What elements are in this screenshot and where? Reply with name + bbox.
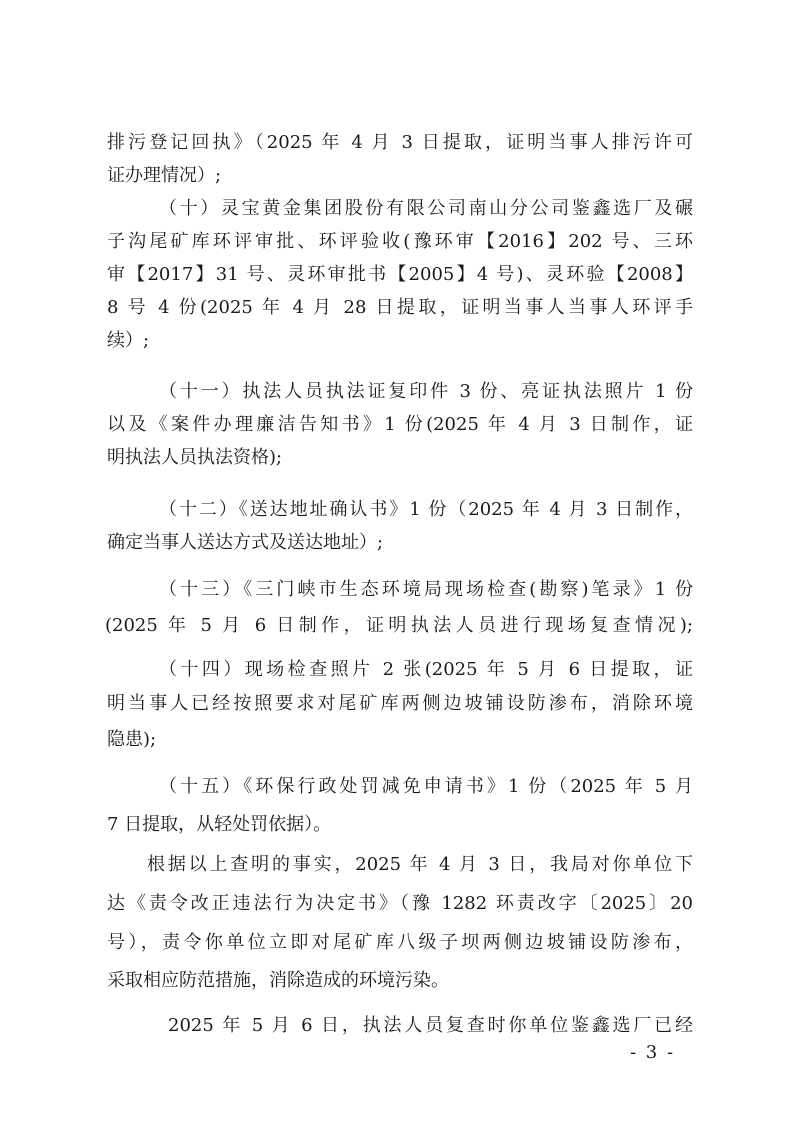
body-line: （十五）《环保行政处罚减免申请书》1 份（2025 年 5 月	[159, 776, 693, 797]
body-line: 号），责令你单位立即对尾矿库八级子坝两侧边坡铺设防渗布，	[107, 932, 693, 953]
page-number: - 3 -	[630, 1042, 676, 1063]
body-line: 根据以上查明的事实，2025 年 4 月 3 日，我局对你单位下	[147, 854, 693, 875]
body-line: 以及《案件办理廉洁告知书》1 份(2025 年 4 月 3 日制作，证	[107, 414, 693, 435]
body-line: (2025 年 5 月 6 日制作，证明执法人员进行现场复查情况);	[105, 615, 693, 636]
body-line: 2025 年 5 月 6 日，执法人员复查时你单位鉴鑫选厂已经	[168, 1015, 693, 1036]
body-line: （十二）《送达地址确认书》1 份（2025 年 4 月 3 日制作，	[159, 499, 693, 520]
body-line: （十一）执法人员执法证复印件 3 份、亮证执法照片 1 份	[159, 381, 693, 402]
body-line: 隐患);	[107, 729, 157, 750]
body-line: （十四）现场检查照片 2 张(2025 年 5 月 6 日提取，证	[159, 659, 693, 680]
body-line: 确定当事人送达方式及送达地址）;	[107, 532, 384, 553]
body-line: 采取相应防范措施，消除造成的环境污染。	[107, 970, 449, 991]
body-line: 8 号 4 份(2025 年 4 月 28 日提取，证明当事人当事人环评手	[107, 297, 693, 318]
body-line: 子沟尾矿库环评审批、环评验收(豫环审【2016】202 号、三环	[107, 231, 693, 252]
body-line: 明当事人已经按照要求对尾矿库两侧边坡铺设防渗布，消除环境	[107, 693, 693, 714]
body-line: 审【2017】31 号、灵环审批书【2005】4 号)、灵环验【2008】	[107, 264, 693, 285]
body-line: 证办理情况）;	[107, 165, 222, 186]
body-line: 续）;	[107, 330, 150, 351]
body-line: （十三）《三门峡市生态环境局现场检查(勘察)笔录》1 份	[159, 579, 693, 600]
body-line: 明执法人员执法资格);	[107, 447, 283, 468]
body-line: 排污登记回执》（2025 年 4 月 3 日提取，证明当事人排污许可	[107, 132, 693, 153]
body-line: 7 日提取，从轻处罚依据）。	[107, 814, 332, 835]
body-line: （十）灵宝黄金集团股份有限公司南山分公司鉴鑫选厂及碾	[159, 198, 693, 219]
body-line: 达《责令改正违法行为决定书》（豫 1282 环责改字〔2025〕20	[107, 893, 693, 914]
